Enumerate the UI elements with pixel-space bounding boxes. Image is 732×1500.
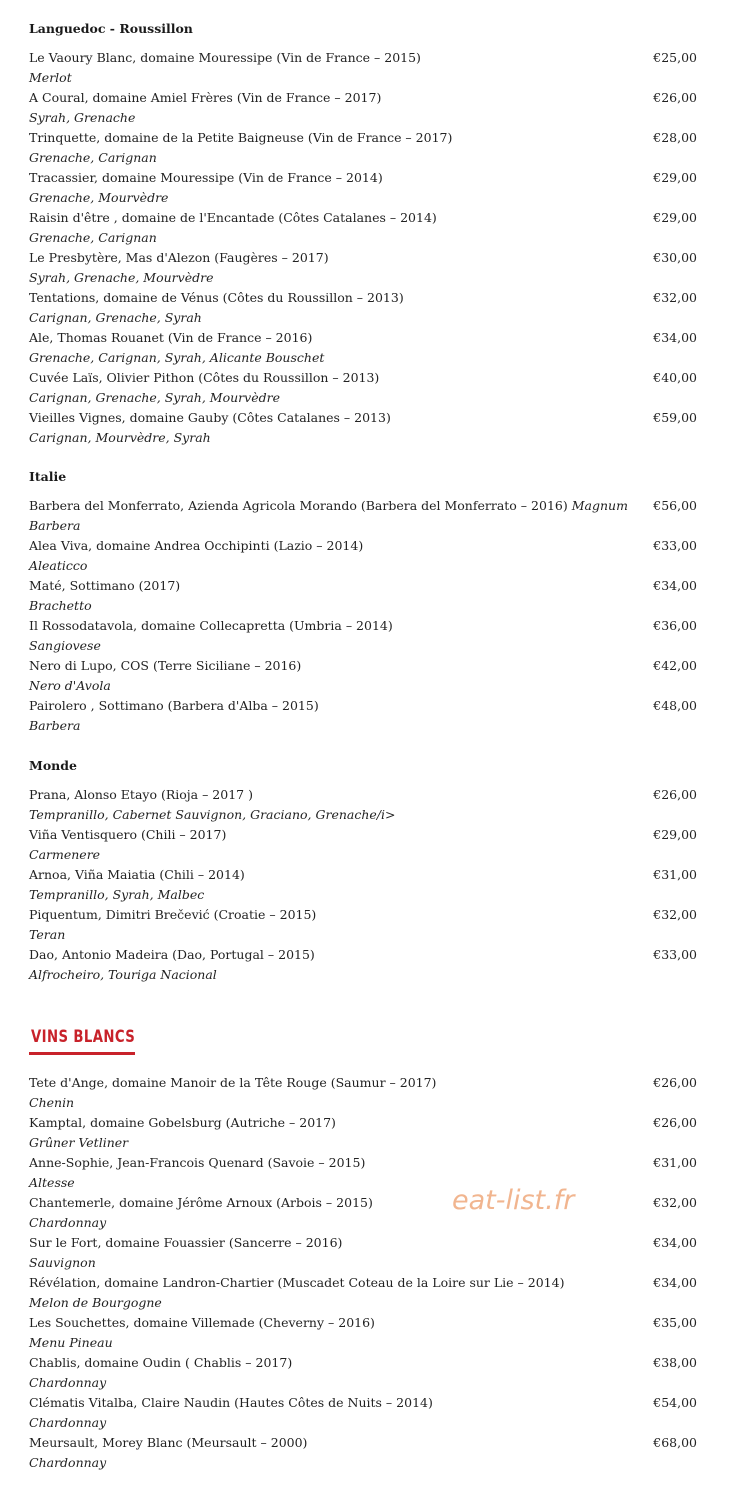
wine-price: €33,00	[653, 538, 697, 553]
wine-grape: Grenache, Carignan	[29, 230, 157, 245]
wine-item	[0, 1435, 732, 1475]
wine-grape: Grenache, Carignan, Syrah, Alicante Bouschet	[29, 350, 325, 365]
wine-item	[0, 658, 732, 698]
wine-name: Raisin d'être , domaine de l'Encantade (Côtes Catalanes – 2014)	[29, 210, 437, 225]
wine-grape: Grenache, Mourvèdre	[29, 190, 169, 205]
wine-name: Pairolero , Sottimano (Barbera d'Alba – 2015)	[29, 698, 319, 713]
wine-name: Ale, Thomas Rouanet (Vin de France – 2016)	[29, 330, 313, 345]
wine-grape: Syrah, Grenache, Mourvèdre	[29, 270, 214, 285]
wine-name: Dao, Antonio Madeira (Dao, Portugal – 2015)	[29, 947, 315, 962]
wine-price: €26,00	[653, 1115, 697, 1130]
wine-price: €31,00	[653, 1155, 697, 1170]
wine-grape: Chardonnay	[29, 1215, 107, 1230]
wine-grape: Carignan, Mourvèdre, Syrah	[29, 430, 211, 445]
wine-name: Chablis, domaine Oudin ( Chablis – 2017)	[29, 1355, 293, 1370]
wine-name: Tracassier, domaine Mouressipe (Vin de France – 2014)	[29, 170, 383, 185]
wine-grape: Carignan, Grenache, Syrah, Mourvèdre	[29, 390, 280, 405]
wine-name	[29, 498, 629, 514]
wine-item	[0, 947, 732, 987]
wine-item	[0, 1075, 732, 1115]
wine-price: €38,00	[653, 1355, 697, 1370]
wine-item	[0, 618, 732, 658]
wine-name-text: Barbera del Monferrato, Azienda Agricola Morando (Barbera del Monferrato – 2016)	[29, 498, 568, 513]
wine-item	[0, 50, 732, 90]
wine-grape: Chardonnay	[29, 1415, 107, 1430]
wine-price: €29,00	[653, 170, 697, 185]
wine-name: Prana, Alonso Etayo (Rioja – 2017 )	[29, 787, 253, 802]
wine-grape: Menu Pineau	[29, 1335, 113, 1350]
wine-name: Viña Ventisquero (Chili – 2017)	[29, 827, 227, 842]
wine-item	[0, 370, 732, 410]
wine-grape: Chardonnay	[29, 1455, 107, 1470]
wine-grape: Grenache, Carignan	[29, 150, 157, 165]
wine-item	[0, 410, 732, 450]
wine-name: A Coural, domaine Amiel Frères (Vin de France – 2017)	[29, 90, 382, 105]
wine-name: Le Vaoury Blanc, domaine Mouressipe (Vin de France – 2015)	[29, 50, 421, 65]
wine-item	[0, 130, 732, 170]
wine-item	[0, 698, 732, 738]
wine-name: Vieilles Vignes, domaine Gauby (Côtes Catalanes – 2013)	[29, 410, 391, 425]
wine-name: Maté, Sottimano (2017)	[29, 578, 181, 593]
wine-item	[0, 250, 732, 290]
wine-item	[0, 90, 732, 130]
wine-price: €26,00	[653, 90, 697, 105]
wine-name: Les Souchettes, domaine Villemade (Cheverny – 2016)	[29, 1315, 375, 1330]
wine-grape: Nero d'Avola	[29, 678, 111, 693]
wine-grape: Chenin	[29, 1095, 75, 1110]
wine-name: Clématis Vitalba, Claire Naudin (Hautes Côtes de Nuits – 2014)	[29, 1395, 433, 1410]
wine-price: €40,00	[653, 370, 697, 385]
wine-grape: Carignan, Grenache, Syrah	[29, 310, 202, 325]
wine-price: €54,00	[653, 1395, 697, 1410]
wine-item	[0, 1115, 732, 1155]
wine-item	[0, 827, 732, 867]
wine-price: €30,00	[653, 250, 697, 265]
wine-item	[0, 498, 732, 538]
wine-item	[0, 787, 732, 827]
wine-grape: Carmenere	[29, 847, 101, 862]
wine-grape: Teran	[29, 927, 66, 942]
eat-list-watermark: eat-list.fr	[452, 1185, 575, 1216]
wine-price: €34,00	[653, 330, 697, 345]
wine-grape: Brachetto	[29, 598, 92, 613]
wine-grape: Chardonnay	[29, 1375, 107, 1390]
wine-name: Tete d'Ange, domaine Manoir de la Tête Rouge (Saumur – 2017)	[29, 1075, 437, 1090]
wine-price: €29,00	[653, 827, 697, 842]
wine-price: €68,00	[653, 1435, 697, 1450]
wine-price: €25,00	[653, 50, 697, 65]
wine-price: €56,00	[653, 498, 697, 513]
wine-price: €59,00	[653, 410, 697, 425]
wine-grape: Altesse	[29, 1175, 75, 1190]
wine-name: Tentations, domaine de Vénus (Côtes du Roussillon – 2013)	[29, 290, 404, 305]
wine-grape: Merlot	[29, 70, 72, 85]
wine-price: €33,00	[653, 947, 697, 962]
wine-item	[0, 290, 732, 330]
wine-price: €32,00	[653, 1195, 697, 1210]
wine-price: €34,00	[653, 1275, 697, 1290]
wine-grape: Barbera	[29, 718, 81, 733]
wine-item	[0, 1155, 732, 1195]
wine-grape: Grûner Vetliner	[29, 1135, 129, 1150]
wine-item	[0, 330, 732, 370]
wine-item	[0, 907, 732, 947]
wine-grape: Syrah, Grenache	[29, 110, 136, 125]
wine-price: €34,00	[653, 578, 697, 593]
section-heading: Italie	[29, 469, 67, 484]
wine-grape: Melon de Bourgogne	[29, 1295, 162, 1310]
wine-price: €26,00	[653, 1075, 697, 1090]
wine-name: Il Rossodatavola, domaine Collecapretta (Umbria – 2014)	[29, 618, 393, 633]
wine-grape: Aleaticco	[29, 558, 88, 573]
wine-item	[0, 1195, 732, 1235]
wine-grape: Barbera	[29, 518, 81, 533]
wine-price: €42,00	[653, 658, 697, 673]
wine-price: €29,00	[653, 210, 697, 225]
section-heading: Monde	[29, 758, 77, 773]
wine-price: €32,00	[653, 290, 697, 305]
wine-name: Nero di Lupo, COS (Terre Siciliane – 2016)	[29, 658, 302, 673]
banner-label: VINS BLANCS	[31, 1027, 136, 1047]
wine-name: Kamptal, domaine Gobelsburg (Autriche – 2017)	[29, 1115, 336, 1130]
wine-price: €26,00	[653, 787, 697, 802]
wine-item	[0, 1235, 732, 1275]
vins-blancs-banner	[29, 1020, 135, 1056]
wine-price: €31,00	[653, 867, 697, 882]
wine-name: Trinquette, domaine de la Petite Baigneuse (Vin de France – 2017)	[29, 130, 453, 145]
wine-item	[0, 1395, 732, 1435]
wine-item	[0, 867, 732, 907]
wine-name: Piquentum, Dimitri Brečević (Croatie – 2015)	[29, 907, 317, 922]
wine-grape: Tempranillo, Cabernet Sauvignon, Graciano, Grenache/i>	[29, 807, 396, 822]
wine-price: €36,00	[653, 618, 697, 633]
wine-name: Révélation, domaine Landron-Chartier (Muscadet Coteau de la Loire sur Lie – 2014)	[29, 1275, 565, 1290]
wine-name: Le Presbytère, Mas d'Alezon (Faugères – 2017)	[29, 250, 329, 265]
wine-item	[0, 210, 732, 250]
wine-name: Sur le Fort, domaine Fouassier (Sancerre – 2016)	[29, 1235, 343, 1250]
wine-name: Chantemerle, domaine Jérôme Arnoux (Arbois – 2015)	[29, 1195, 373, 1210]
wine-item	[0, 538, 732, 578]
wine-grape: Sauvignon	[29, 1255, 96, 1270]
wine-item	[0, 170, 732, 210]
wine-name: Alea Viva, domaine Andrea Occhipinti (Lazio – 2014)	[29, 538, 364, 553]
wine-item	[0, 1355, 732, 1395]
wine-format: Magnum	[571, 498, 628, 513]
wine-price: €48,00	[653, 698, 697, 713]
wine-grape: Tempranillo, Syrah, Malbec	[29, 887, 205, 902]
banner-underline	[29, 1052, 135, 1055]
wine-price: €28,00	[653, 130, 697, 145]
wine-name: Cuvée Laïs, Olivier Pithon (Côtes du Roussillon – 2013)	[29, 370, 380, 385]
wine-grape: Sangiovese	[29, 638, 101, 653]
wine-price: €32,00	[653, 907, 697, 922]
wine-grape: Alfrocheiro, Touriga Nacional	[29, 967, 217, 982]
wine-price: €35,00	[653, 1315, 697, 1330]
wine-item	[0, 578, 732, 618]
wine-item	[0, 1275, 732, 1315]
wine-item	[0, 1315, 732, 1355]
section-heading: Languedoc - Roussillon	[29, 21, 193, 36]
wine-name: Arnoa, Viña Maiatia (Chili – 2014)	[29, 867, 245, 882]
wine-name: Anne-Sophie, Jean-Francois Quenard (Savoie – 2015)	[29, 1155, 366, 1170]
wine-name: Meursault, Morey Blanc (Meursault – 2000)	[29, 1435, 308, 1450]
wine-price: €34,00	[653, 1235, 697, 1250]
